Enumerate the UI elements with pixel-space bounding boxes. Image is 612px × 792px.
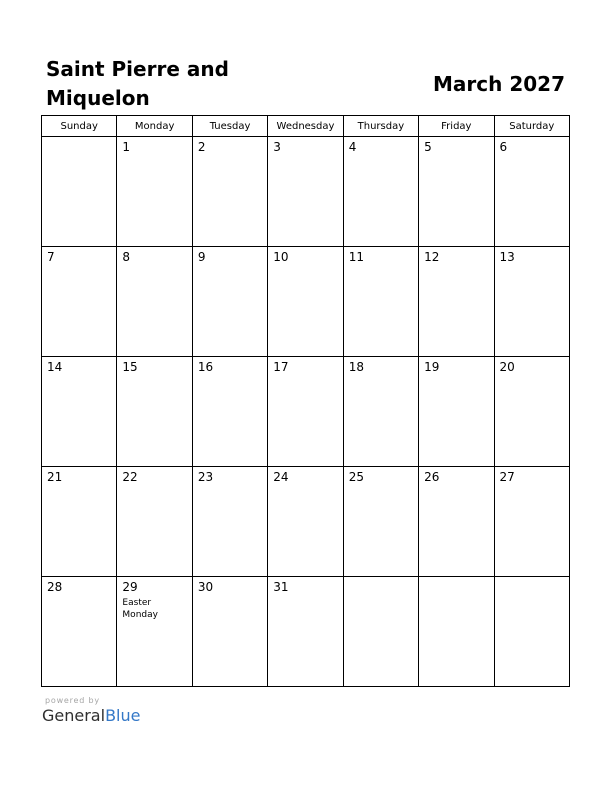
weekday-header-friday: Friday <box>419 116 494 137</box>
day-number: 16 <box>197 360 214 374</box>
weekday-header-sunday: Sunday <box>42 116 117 137</box>
day-cell-content <box>495 467 569 485</box>
brand-logo <box>42 706 140 726</box>
day-number: 28 <box>47 580 63 594</box>
week-row <box>42 137 570 247</box>
day-cell-content <box>42 467 116 485</box>
day-cell-content <box>268 577 342 595</box>
day-number: 27 <box>499 470 515 484</box>
day-number: 24 <box>273 470 289 484</box>
day-cell-content <box>495 137 569 155</box>
day-number: 11 <box>348 250 364 264</box>
brand-logo-blue: Blue <box>105 706 141 725</box>
weekday-header-thursday: Thursday <box>343 116 418 137</box>
day-cell <box>419 247 494 357</box>
day-cell-content <box>117 137 191 155</box>
day-number: 30 <box>197 580 214 594</box>
day-number: 9 <box>197 250 206 264</box>
day-cell-content <box>344 247 418 265</box>
day-cell-content <box>268 137 342 155</box>
day-number: 14 <box>47 360 63 374</box>
day-number: 26 <box>424 470 440 484</box>
day-cell <box>343 467 418 577</box>
day-number: 7 <box>47 250 55 264</box>
day-cell <box>268 467 343 577</box>
day-cell <box>494 137 569 247</box>
day-number: 1 <box>122 140 131 154</box>
day-cell-content <box>419 137 493 155</box>
day-number: 31 <box>273 580 289 594</box>
day-cell-content <box>344 137 418 155</box>
region-title: Saint Pierre and Miquelon <box>46 57 229 110</box>
day-cell <box>268 247 343 357</box>
day-cell-content <box>193 357 267 375</box>
day-cell-content <box>193 137 267 155</box>
day-cell-content <box>419 467 493 485</box>
day-number: 2 <box>197 140 206 154</box>
day-cell <box>42 467 117 577</box>
day-cell <box>343 357 418 467</box>
week-row <box>42 357 570 467</box>
day-cell-content <box>419 577 493 580</box>
empty-day-cell <box>343 577 418 687</box>
week-row <box>42 467 570 577</box>
day-cell-content <box>495 577 569 580</box>
day-cell-content <box>117 467 191 485</box>
day-cell <box>268 577 343 687</box>
powered-by-label: powered by <box>45 696 100 705</box>
day-number: 19 <box>424 360 440 374</box>
day-cell-content <box>42 137 116 140</box>
day-cell <box>494 247 569 357</box>
day-cell <box>494 357 569 467</box>
day-cell-content <box>193 247 267 265</box>
calendar-body <box>42 137 570 687</box>
day-number: 29 <box>122 580 138 594</box>
day-cell-content <box>268 467 342 485</box>
weekday-header-tuesday: Tuesday <box>192 116 267 137</box>
weekday-header-wednesday: Wednesday <box>268 116 343 137</box>
day-cell <box>117 247 192 357</box>
day-cell <box>419 137 494 247</box>
day-cell <box>268 137 343 247</box>
day-cell <box>42 357 117 467</box>
day-cell <box>117 137 192 247</box>
day-cell-content <box>117 247 191 265</box>
day-cell-content <box>495 357 569 375</box>
week-row <box>42 577 570 687</box>
day-number: 10 <box>273 250 289 264</box>
day-cell-content <box>344 467 418 485</box>
day-number: 22 <box>122 470 138 484</box>
weekday-header-row <box>42 116 570 137</box>
day-cell <box>192 137 267 247</box>
day-cell-content <box>344 357 418 375</box>
weekday-header-saturday: Saturday <box>494 116 569 137</box>
holiday-label: Easter Monday <box>122 598 158 620</box>
day-cell <box>117 357 192 467</box>
day-number: 21 <box>47 470 63 484</box>
day-cell <box>117 467 192 577</box>
day-cell <box>192 247 267 357</box>
day-cell-content <box>117 357 191 375</box>
empty-day-cell <box>419 577 494 687</box>
month-title: March 2027 <box>433 72 565 96</box>
day-cell-content <box>344 577 418 580</box>
day-cell <box>419 357 494 467</box>
day-number: 20 <box>499 360 515 374</box>
day-cell-content <box>42 357 116 375</box>
day-cell-content <box>193 467 267 485</box>
day-number: 8 <box>122 250 131 264</box>
day-cell <box>117 577 192 687</box>
day-number: 23 <box>197 470 214 484</box>
day-number: 6 <box>499 140 508 154</box>
day-cell <box>494 467 569 577</box>
day-cell <box>343 247 418 357</box>
empty-day-cell <box>494 577 569 687</box>
day-number: 4 <box>348 140 357 154</box>
weekday-header-monday: Monday <box>117 116 192 137</box>
day-cell-content <box>419 247 493 265</box>
day-cell <box>192 467 267 577</box>
day-cell <box>42 247 117 357</box>
day-number: 15 <box>122 360 138 374</box>
day-cell-content <box>117 577 191 621</box>
day-number: 3 <box>273 140 281 154</box>
day-cell <box>42 577 117 687</box>
day-cell-content <box>268 357 342 375</box>
day-cell-content <box>495 247 569 265</box>
day-number: 18 <box>348 360 364 374</box>
day-cell-content <box>42 577 116 595</box>
day-cell <box>192 577 267 687</box>
day-cell <box>343 137 418 247</box>
empty-day-cell <box>42 137 117 247</box>
day-cell-content <box>193 577 267 595</box>
week-row <box>42 247 570 357</box>
day-cell-content <box>268 247 342 265</box>
day-cell <box>192 357 267 467</box>
day-cell <box>268 357 343 467</box>
day-number: 25 <box>348 470 364 484</box>
day-cell <box>419 467 494 577</box>
day-number: 17 <box>273 360 289 374</box>
footer-branding <box>42 696 140 726</box>
brand-logo-general: General <box>42 706 106 725</box>
day-cell-content <box>419 357 493 375</box>
day-number: 12 <box>424 250 440 264</box>
day-number: 5 <box>424 140 432 154</box>
day-cell-content <box>42 247 116 265</box>
calendar-grid <box>41 115 570 687</box>
day-number: 13 <box>499 250 515 264</box>
